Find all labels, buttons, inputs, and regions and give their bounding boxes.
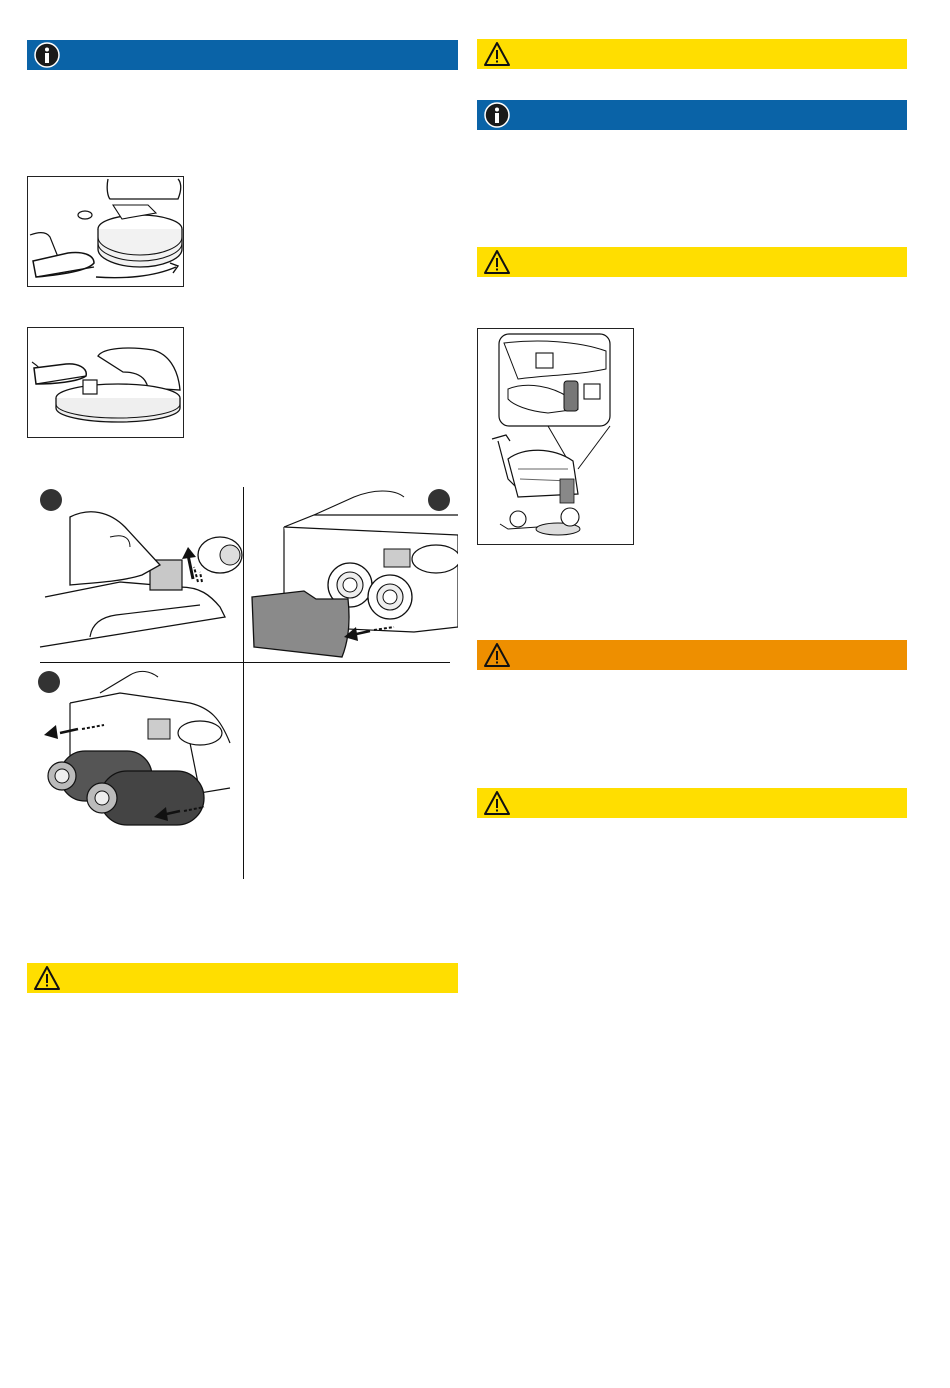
foot-pedal-illustration (28, 177, 183, 286)
warning-triangle-icon (33, 964, 61, 992)
step-panel-3 (30, 663, 243, 879)
brush-removal-illustration (244, 487, 458, 662)
warning-triangle-icon (483, 40, 511, 68)
caution-notice-bar (477, 788, 907, 818)
machine-lever-figure (477, 328, 634, 545)
step-panel-1 (30, 487, 243, 662)
caution-notice-bar (477, 247, 907, 277)
warning-triangle-icon (483, 789, 511, 817)
warning-notice-bar (477, 640, 907, 670)
info-notice-bar (27, 40, 458, 70)
warning-triangle-icon (483, 248, 511, 276)
brush-release-pedal-figure (27, 176, 184, 287)
foot-pedal-illustration (28, 328, 183, 437)
brush-removal-illustration (30, 663, 243, 879)
brush-removal-illustration (30, 487, 243, 662)
info-icon (483, 101, 511, 129)
info-icon (33, 41, 61, 69)
step-panel-2 (244, 487, 458, 662)
warning-triangle-icon (483, 641, 511, 669)
info-notice-bar (477, 100, 907, 130)
brush-deck-lift-figure (27, 327, 184, 438)
cylindrical-brush-removal-figure (30, 487, 458, 879)
machine-lever-illustration (478, 329, 633, 544)
caution-notice-bar (477, 39, 907, 69)
caution-notice-bar (27, 963, 458, 993)
